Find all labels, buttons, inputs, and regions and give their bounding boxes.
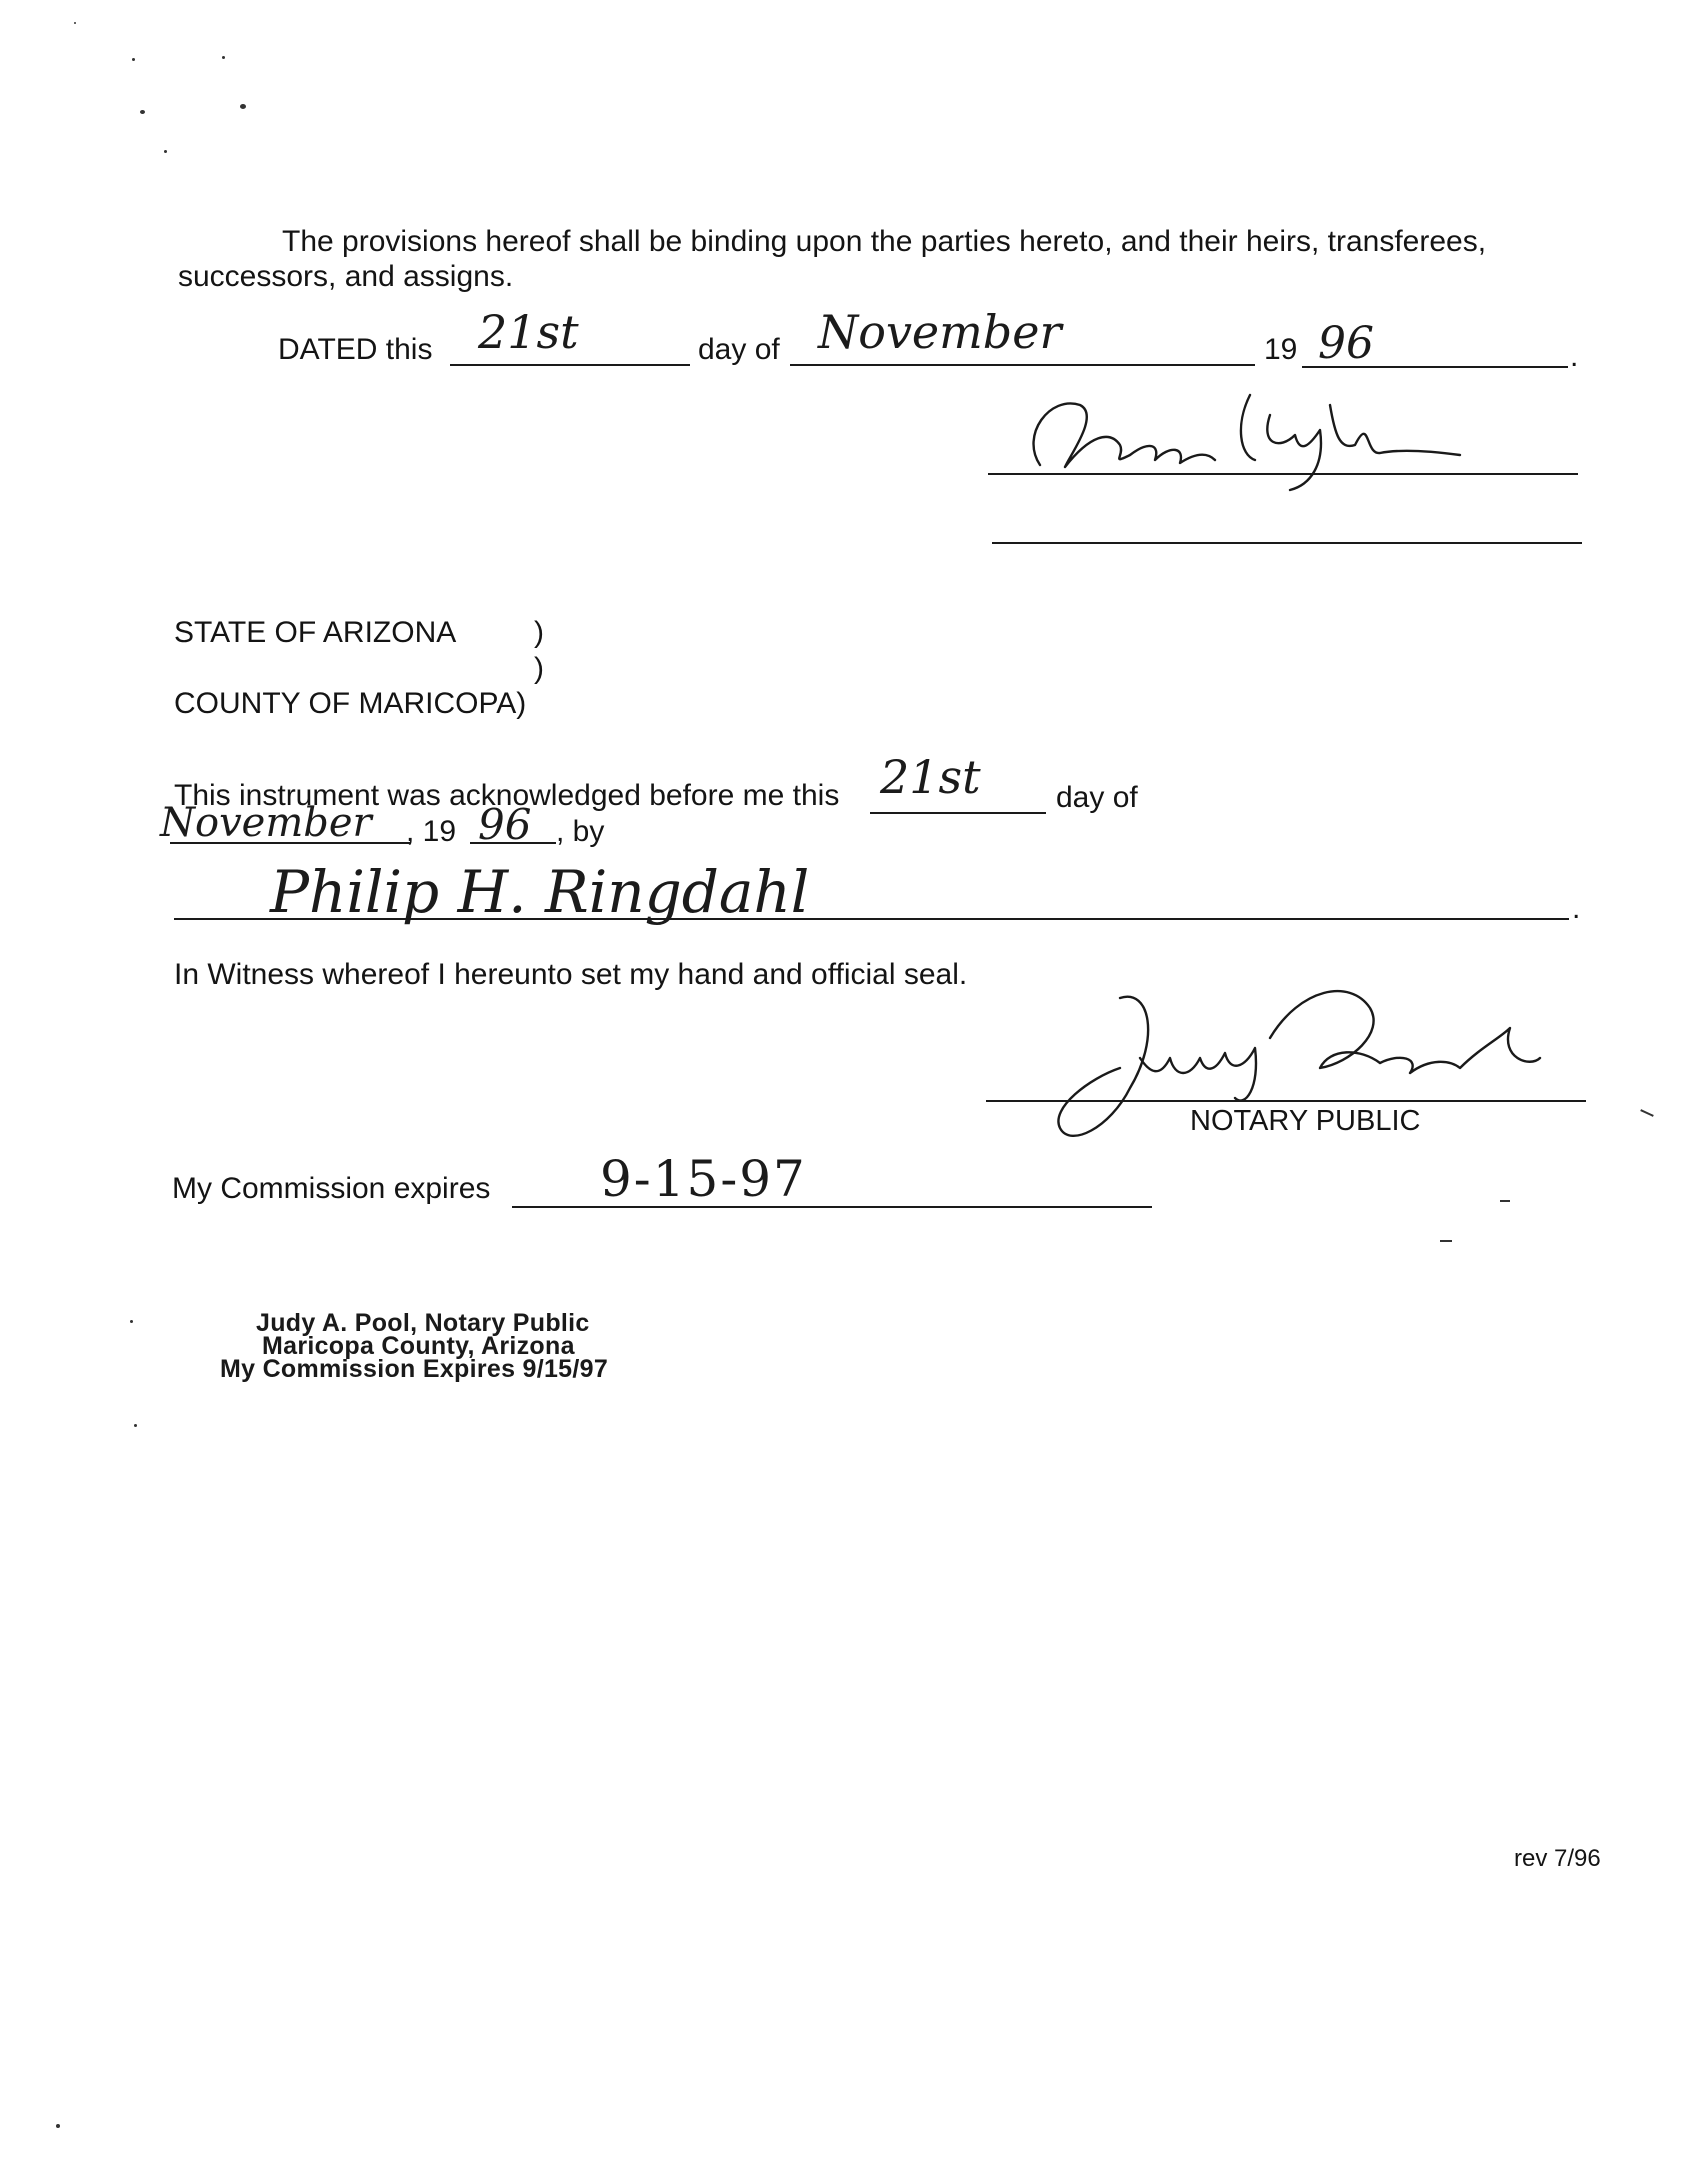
venue-state-paren: ) [534, 616, 544, 649]
stamp-line-2: Maricopa County, Arizona [262, 1332, 575, 1360]
scan-speck [56, 2124, 60, 2128]
scan-speck [1640, 1109, 1654, 1117]
scan-speck [1500, 1200, 1510, 1202]
scan-speck [74, 22, 76, 24]
scan-speck [240, 104, 246, 109]
dated-month-handwritten: November [818, 305, 1062, 359]
dated-label: DATED this [278, 333, 433, 366]
grantor-signature-line [988, 473, 1578, 475]
ack-comma-19: , 19 [406, 815, 457, 848]
stamp-line-1: Judy A. Pool, Notary Public [256, 1309, 590, 1337]
commission-label: My Commission expires [172, 1172, 491, 1205]
dated-period: . [1570, 340, 1579, 373]
grantor-signature [1010, 375, 1470, 495]
provisions-line-2: successors, and assigns. [178, 260, 514, 293]
dated-year-handwritten: 96 [1318, 318, 1374, 369]
venue-state: STATE OF ARIZONA [174, 616, 457, 649]
notary-signature-line [986, 1100, 1586, 1102]
scan-speck [134, 1424, 137, 1427]
dated-day-line [450, 364, 690, 366]
venue-county: COUNTY OF MARICOPA) [174, 687, 527, 720]
scan-speck [130, 1320, 133, 1323]
scan-speck [1440, 1240, 1452, 1242]
provisions-line-1: The provisions hereof shall be binding upon the parties hereto, and their heirs, transferees, [282, 225, 1487, 258]
ack-day-of-label: day of [1056, 781, 1138, 814]
ack-day-handwritten: 21st [880, 750, 981, 804]
ack-by: , by [556, 815, 605, 848]
ack-month-line [170, 842, 410, 844]
dated-day-of-label: day of [698, 333, 780, 366]
commission-date-handwritten: 9-15-97 [600, 1150, 807, 1208]
witness-text: In Witness whereof I hereunto set my hand and official seal. [174, 958, 968, 991]
scan-speck [140, 110, 145, 114]
second-signature-line [992, 542, 1582, 544]
ack-period: . [1572, 892, 1581, 925]
dated-month-line [790, 364, 1255, 366]
dated-day-handwritten: 21st [478, 305, 579, 359]
ack-month-handwritten: November [160, 800, 372, 846]
notary-public-label: NOTARY PUBLIC [1190, 1105, 1421, 1137]
scan-speck [132, 58, 135, 61]
revision-label: rev 7/96 [1514, 1845, 1601, 1872]
ack-text: This instrument was acknowledged before me this [174, 779, 840, 812]
dated-year-prefix: 19 [1264, 333, 1298, 366]
scan-speck [164, 150, 167, 153]
ack-name-handwritten: Philip H. Ringdahl [270, 858, 810, 926]
venue-mid-paren: ) [534, 652, 544, 685]
ack-name-line [174, 918, 1569, 920]
ack-year-handwritten: 96 [478, 800, 532, 849]
scan-speck [222, 56, 225, 59]
ack-day-line [870, 812, 1046, 814]
notary-stamp [220, 1309, 609, 1383]
stamp-line-3: My Commission Expires 9/15/97 [220, 1355, 609, 1383]
